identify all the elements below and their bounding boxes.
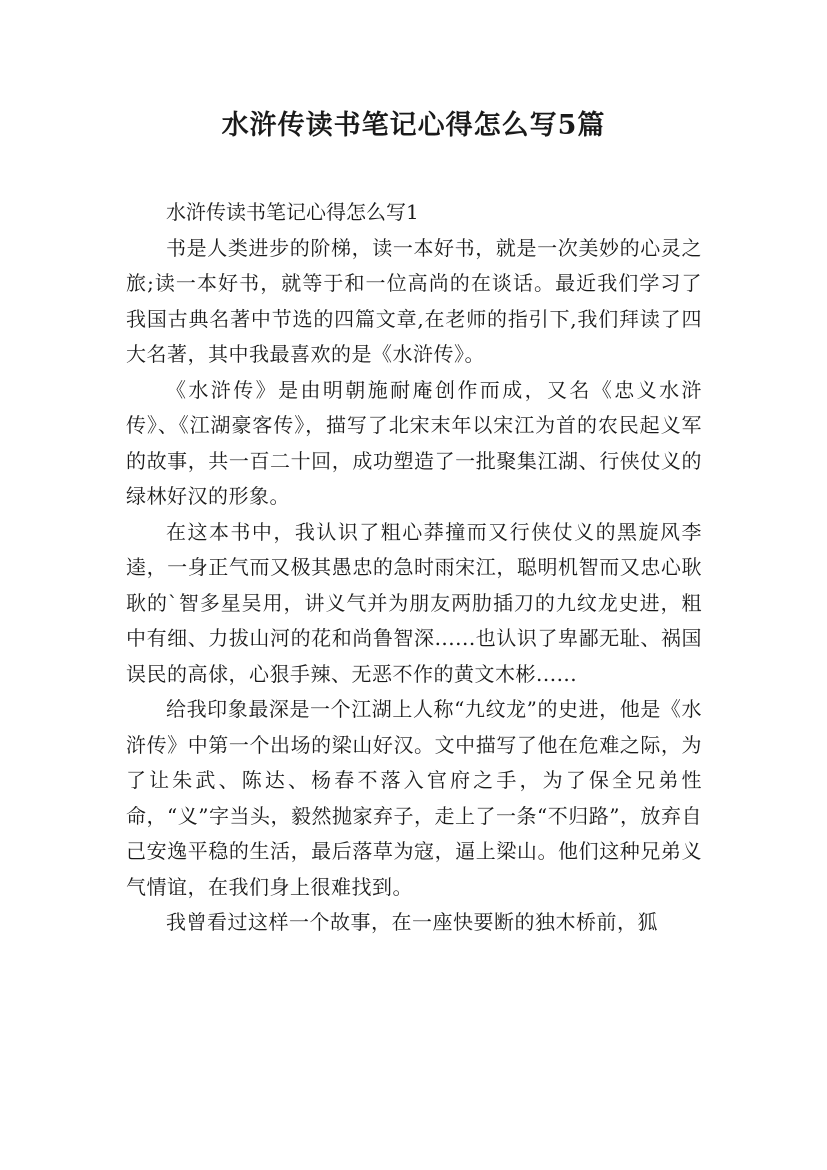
paragraph-1: 书是人类进步的阶梯，读一本好书，就是一次美妙的心灵之旅;读一本好书，就等于和一位高尚的在谈话。最近我们学习了我国古典名著中节选的四篇文章,在老师的指引下,我们拜读了四大名著，其中我最喜欢的是《水浒传》。 [126,235,702,366]
document-body [126,195,702,941]
paragraph-5: 我曾看过这样一个故事，在一座快要断的独木桥前，狐 [166,910,658,934]
section-heading: 水浒传读书笔记心得怎么写1 [166,200,419,224]
paragraph-4: 给我印象最深是一个江湖上人称“九纹龙”的史进，他是《水浒传》中第一个出场的梁山好汉。文中描写了他在危难之际，为了让朱武、陈达、杨春不落入官府之手，为了保全兄弟性命，“义”字当头，毅然抛家弃子，走上了一条“不归路”，放弃自己安逸平稳的生活，最后落草为寇，逼上梁山。他们这种兄弟义气情谊，在我们身上很难找到。 [126,697,702,899]
document-title: 水浒传读书笔记心得怎么写5篇 [221,110,606,141]
paragraph-2: 《水浒传》是由明朝施耐庵创作而成，又名《忠义水浒传》、《江湖豪客传》，描写了北宋末年以宋江为首的农民起义军的故事，共一百二十回，成功塑造了一批聚集江湖、行侠仗义的绿林好汉的形象。 [126,377,702,508]
paragraph-3: 在这本书中，我认识了粗心莽撞而又行侠仗义的黑旋风李逵，一身正气而又极其愚忠的急时雨宋江，聪明机智而又忠心耿耿的`智多星吴用，讲义气并为朋友两肋插刀的九纹龙史进，粗中有细、力拔山河的花和尚鲁智深......也认识了卑鄙无耻、祸国误民的高俅，心狠手辣、无恶不作的黄文木彬...... [126,519,702,686]
